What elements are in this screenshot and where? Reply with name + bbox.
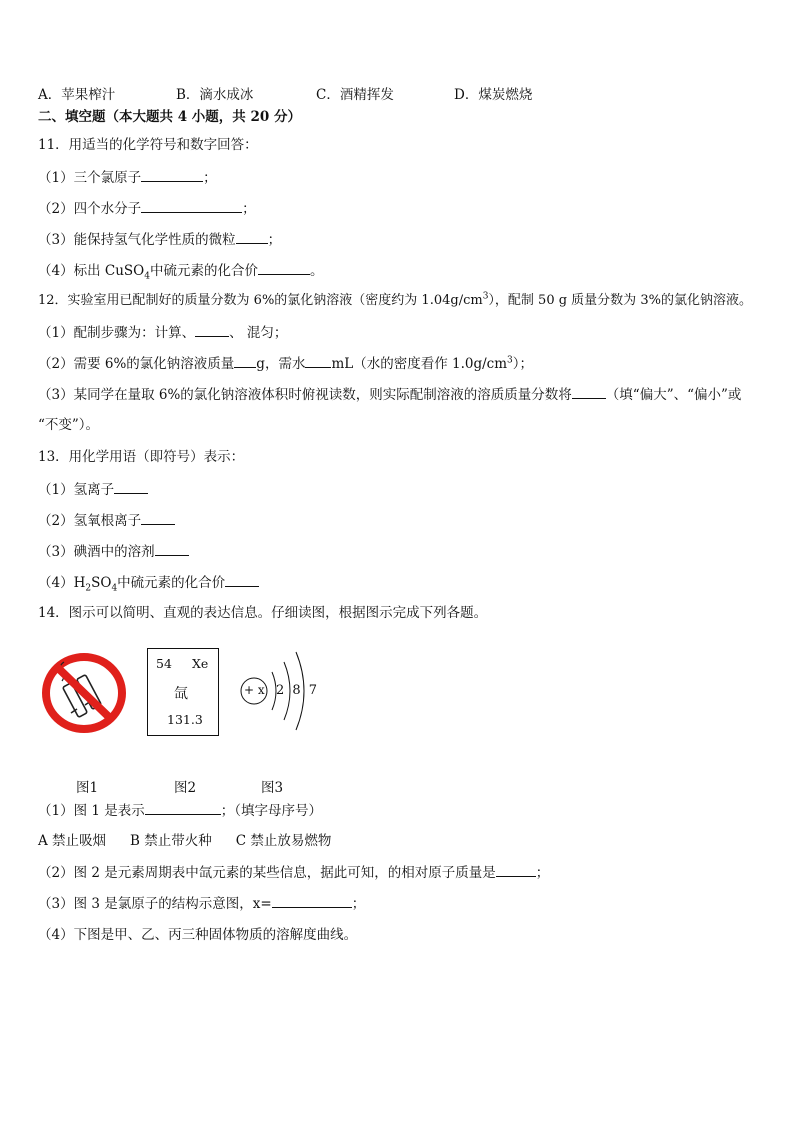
fig1-label: 图1 xyxy=(76,780,99,796)
q14-p3-a: （3）图 3 是氯原子的结构示意图，x= xyxy=(38,896,272,912)
element-symbol: Xe xyxy=(192,656,209,671)
answer-blank[interactable] xyxy=(145,801,221,815)
atomic-number: 54 xyxy=(156,656,172,671)
option-b: B．滴水成冰 xyxy=(176,87,254,103)
q11-part3-tail: ； xyxy=(267,232,282,248)
q11-part4-text-a: （4）标出 CuSO xyxy=(38,263,145,279)
q13-part4 xyxy=(38,573,259,592)
subscript: 4 xyxy=(111,583,118,594)
element-cell xyxy=(147,648,219,736)
q11-part2 xyxy=(38,199,256,218)
q11-part2-tail: ； xyxy=(242,201,256,217)
q12-stem xyxy=(38,292,752,310)
answer-blank[interactable] xyxy=(234,354,256,368)
answer-blank[interactable] xyxy=(155,542,189,556)
q13-stem: 13．用化学用语（即符号）表示： xyxy=(38,449,245,465)
answer-blank[interactable] xyxy=(305,354,331,368)
q14-p2-b: ； xyxy=(535,865,550,881)
option-a: A．苹果榨汁 xyxy=(38,87,116,103)
q14-part4: （4）下图是甲、乙、丙三种固体物质的溶解度曲线。 xyxy=(38,927,358,943)
superscript: 3 xyxy=(482,291,489,302)
element-name: 氙 xyxy=(174,686,188,702)
answer-blank[interactable] xyxy=(114,480,148,494)
q11-part2-text: （2）四个水分子 xyxy=(38,201,142,217)
q12-stem-b: ），配制 50 g 质量分数为 3%的氯化钠溶液。 xyxy=(488,293,752,308)
q12-p2-a: （2）需要 6%的氯化钠溶液质量 xyxy=(38,356,235,372)
q12-p2-b: g，需水 xyxy=(256,356,306,372)
q12-p2-c: mL（水的密度看作 1.0g/cm xyxy=(331,356,508,372)
q12-p1-a: （1）配制步骤为：计算、 xyxy=(38,325,196,341)
q13-p4-b: SO xyxy=(91,575,112,591)
q12-p2-d: ）； xyxy=(512,356,534,372)
q13-part2 xyxy=(38,511,175,530)
q11-part1-tail: ； xyxy=(203,170,217,186)
q14-stem: 14．图示可以简明、直观的表达信息。仔细读图，根据图示完成下列各题。 xyxy=(38,605,488,621)
q12-part1 xyxy=(38,323,287,342)
q11-part1-text: （1）三个氯原子 xyxy=(38,170,142,186)
answer-blank[interactable] xyxy=(272,894,352,908)
q12-p3-a: （3）某同学在量取 6%的氯化钠溶液体积时俯视读数，则实际配制溶液的溶质质量分数将 xyxy=(38,387,572,403)
choice-a: A 禁止吸烟 xyxy=(38,833,107,849)
section-title: 二、填空题（本大题共 4 小题，共 20 分） xyxy=(38,109,301,125)
subscript: 2 xyxy=(85,583,92,594)
nucleus-charge: + x xyxy=(244,683,265,697)
fig3-label: 图3 xyxy=(261,780,284,796)
option-c: C．酒精挥发 xyxy=(316,87,394,103)
option-d: D．煤炭燃烧 xyxy=(454,87,533,103)
q14-p3-b: ； xyxy=(351,896,366,912)
q13-part3 xyxy=(38,542,189,561)
q12-part2 xyxy=(38,354,533,373)
q12-p1-b: 、 混匀； xyxy=(229,325,288,341)
answer-blank[interactable] xyxy=(236,230,268,244)
fig2-label: 图2 xyxy=(174,780,197,796)
answer-blank[interactable] xyxy=(258,261,310,275)
answer-blank[interactable] xyxy=(141,511,175,525)
q14-p1-a: （1）图 1 是表示 xyxy=(38,803,145,819)
q12-part3 xyxy=(38,385,741,404)
q14-part2 xyxy=(38,863,549,882)
q14-part3 xyxy=(38,894,365,913)
q13-p4-a: （4）H xyxy=(38,575,86,591)
q12-stem-a: 12．实验室用已配制好的质量分数为 6%的氯化钠溶液（密度约为 1.04g/cm xyxy=(38,293,483,308)
answer-blank[interactable] xyxy=(572,385,606,399)
q11-part3-text: （3）能保持氢气化学性质的微粒 xyxy=(38,232,236,248)
no-smoking-sign-icon xyxy=(40,651,128,735)
electron-shells: 2 8 7 xyxy=(276,683,320,698)
q12-p3-b: （填“偏大”、“偏小”或 xyxy=(605,387,742,403)
atomic-mass: 131.3 xyxy=(167,712,203,727)
q13-p3-text: （3）碘酒中的溶剂 xyxy=(38,544,155,560)
q11-part3 xyxy=(38,230,281,249)
q13-part1 xyxy=(38,480,148,499)
q11-part4-text-b: 中硫元素的化合价 xyxy=(149,263,258,279)
q13-p1-text: （1）氢离子 xyxy=(38,482,115,498)
q13-p4-c: 中硫元素的化合价 xyxy=(117,575,226,591)
q12-part3-cont: “不变”）。 xyxy=(38,417,100,433)
answer-blank[interactable] xyxy=(496,863,536,877)
answer-blank[interactable] xyxy=(141,168,203,182)
subscript: 4 xyxy=(144,271,150,282)
superscript: 3 xyxy=(507,355,513,366)
answer-blank[interactable] xyxy=(225,573,259,587)
answer-blank[interactable] xyxy=(141,199,242,213)
q14-part1 xyxy=(38,801,322,820)
q11-part1 xyxy=(38,168,217,187)
q14-p2-a: （2）图 2 是元素周期表中氙元素的某些信息，据此可知，的相对原子质量是 xyxy=(38,865,496,881)
q14-choices xyxy=(38,832,331,850)
q11-part4-tail: 。 xyxy=(309,263,324,279)
q11-part4 xyxy=(38,261,323,280)
choice-b: B 禁止带火种 xyxy=(130,833,212,849)
q13-p2-text: （2）氢氧根离子 xyxy=(38,513,142,529)
q14-p1-b: ；（填字母序号） xyxy=(220,803,323,819)
choice-c: C 禁止放易燃物 xyxy=(235,833,332,849)
answer-blank[interactable] xyxy=(195,323,229,337)
q11-stem: 11．用适当的化学符号和数字回答： xyxy=(38,137,258,153)
